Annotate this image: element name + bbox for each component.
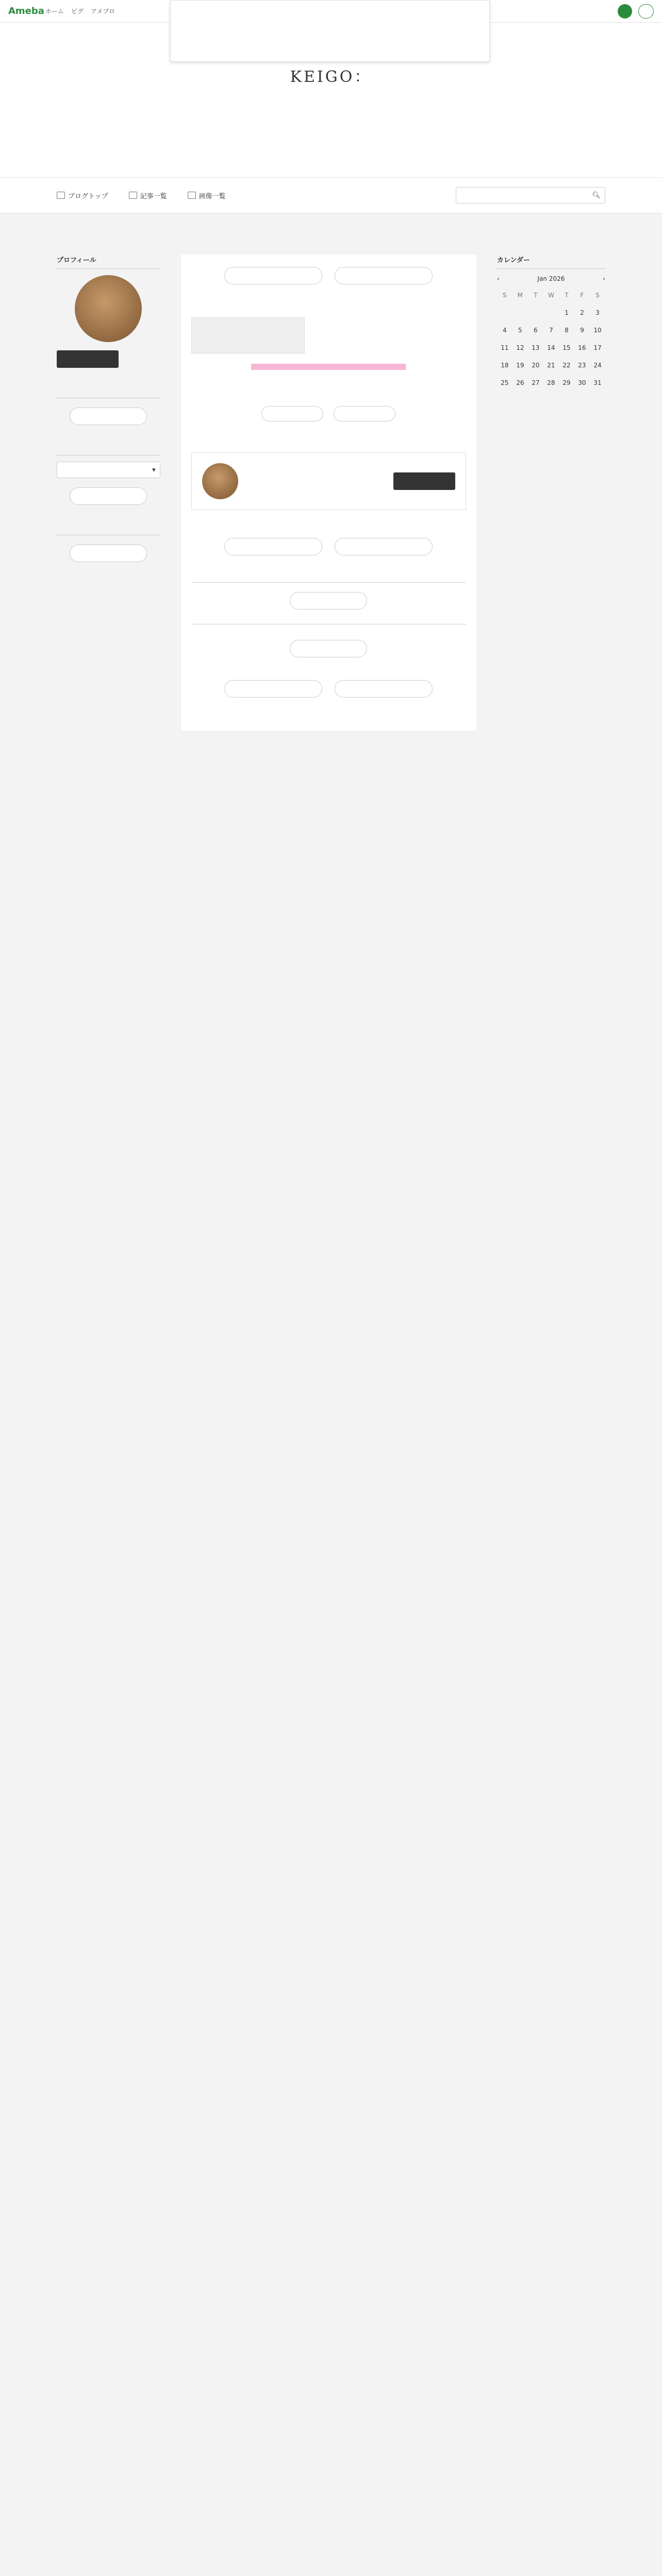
calendar-week xyxy=(497,357,605,374)
calendar-day xyxy=(543,304,559,321)
ranking-table xyxy=(251,364,406,370)
pager-top xyxy=(181,255,476,297)
blog-search xyxy=(456,187,605,204)
calendar-weekday: F xyxy=(580,292,584,299)
calendar-week xyxy=(497,304,605,321)
calendar-day[interactable]: 10 xyxy=(593,327,602,334)
latest-entries-box xyxy=(57,394,160,425)
calendar-day[interactable]: 1 xyxy=(565,309,569,316)
calendar-day[interactable]: 28 xyxy=(547,379,555,386)
sponsor-logo-image xyxy=(191,317,305,353)
like-button[interactable] xyxy=(261,406,323,421)
chevron-left-icon[interactable]: ‹ xyxy=(496,275,500,282)
calendar-weekday: M xyxy=(517,292,523,299)
calendar-day[interactable]: 16 xyxy=(578,344,586,351)
nav-blog-top[interactable] xyxy=(57,191,108,200)
calendar-weekday: W xyxy=(548,292,554,299)
calendar-day[interactable]: 20 xyxy=(532,362,540,369)
blog-search-input[interactable] xyxy=(460,192,592,199)
ranking-table-caption xyxy=(251,364,406,370)
calendar-day[interactable]: 14 xyxy=(547,344,555,351)
next-entry-button-3[interactable] xyxy=(335,680,433,698)
ameba-logo[interactable]: Ameba xyxy=(8,6,44,16)
calendar-header xyxy=(497,275,605,282)
global-nav-home[interactable]: ホーム xyxy=(45,8,64,15)
calendar-day[interactable]: 21 xyxy=(547,362,555,369)
calendar-day[interactable]: 6 xyxy=(534,327,538,334)
image-entries xyxy=(181,620,476,668)
calendar-day[interactable]: 13 xyxy=(532,344,540,351)
image-icon xyxy=(188,192,196,199)
image-entries-heading xyxy=(191,620,466,624)
pager-middle xyxy=(181,526,476,568)
related-more-button[interactable] xyxy=(290,592,367,609)
latest-entries-heading xyxy=(57,394,160,398)
calendar-weekday: T xyxy=(534,292,538,299)
share-buttons xyxy=(181,391,476,437)
calendar-weekday: S xyxy=(595,292,600,299)
right-sidebar xyxy=(497,255,605,731)
calendar-week xyxy=(497,321,605,339)
calendar-body xyxy=(497,304,605,392)
profile-box xyxy=(57,255,160,368)
calendar-day[interactable]: 9 xyxy=(580,327,584,334)
related-heading xyxy=(191,578,466,583)
calendar-weekdays xyxy=(497,286,605,304)
global-nav-ameblo[interactable]: アメブロ xyxy=(91,8,115,15)
calendar-day[interactable]: 11 xyxy=(501,344,509,351)
themes-heading xyxy=(57,451,160,455)
next-entry-button-2[interactable] xyxy=(335,538,433,555)
calendar-day[interactable]: 29 xyxy=(562,379,571,386)
global-nav xyxy=(45,7,115,15)
follow-button[interactable] xyxy=(57,350,119,368)
calendar-day[interactable]: 19 xyxy=(516,362,524,369)
left-sidebar xyxy=(57,255,160,731)
search-icon[interactable]: 🔍︎ xyxy=(592,191,601,199)
list-icon xyxy=(129,192,137,199)
calendar-day[interactable]: 27 xyxy=(532,379,540,386)
calendar-day[interactable]: 25 xyxy=(501,379,509,386)
calendar-day[interactable]: 31 xyxy=(593,379,602,386)
cookie-notice xyxy=(170,0,490,62)
nav-image-list-label: 画像一覧 xyxy=(198,192,226,200)
calendar-day[interactable]: 8 xyxy=(565,327,569,334)
calendar-day[interactable]: 30 xyxy=(578,379,586,386)
nav-entry-list-label: 記事一覧 xyxy=(140,192,167,200)
article xyxy=(181,317,476,370)
chevron-right-icon[interactable]: › xyxy=(603,275,605,282)
profile-heading: プロフィール xyxy=(57,255,160,269)
bookmarks-heading xyxy=(57,531,160,535)
main-layout xyxy=(0,213,662,731)
calendar-day[interactable]: 15 xyxy=(562,344,571,351)
calendar-day xyxy=(512,304,528,321)
prev-entry-button-3[interactable] xyxy=(224,680,322,698)
latest-entries-more-button[interactable] xyxy=(70,408,147,425)
calendar-month: Jan 2026 xyxy=(537,275,565,282)
blog-title[interactable]: KEIGO： xyxy=(290,68,372,86)
author-avatar[interactable] xyxy=(202,463,238,499)
calendar-day[interactable]: 22 xyxy=(562,362,571,369)
calendar-day xyxy=(497,304,512,321)
calendar-day[interactable]: 24 xyxy=(593,362,602,369)
blog-nav xyxy=(0,177,662,213)
next-entry-button[interactable] xyxy=(335,267,433,284)
author-follow-button[interactable] xyxy=(393,472,455,490)
chevron-down-icon: ▾ xyxy=(152,466,156,474)
calendar-day[interactable]: 26 xyxy=(516,379,524,386)
calendar-day[interactable]: 4 xyxy=(503,327,507,334)
image-entries-more-button[interactable] xyxy=(290,640,367,657)
calendar-day xyxy=(528,304,543,321)
calendar-day[interactable]: 2 xyxy=(580,309,584,316)
nav-entry-list[interactable] xyxy=(129,191,167,200)
home-icon xyxy=(57,192,65,199)
calendar-day[interactable]: 12 xyxy=(516,344,524,351)
signup-button[interactable] xyxy=(618,4,632,19)
theme-select[interactable] xyxy=(57,462,160,478)
calendar-day[interactable]: 23 xyxy=(578,362,586,369)
calendar-week xyxy=(497,374,605,392)
calendar-weekday: S xyxy=(503,292,507,299)
calendar-heading: カレンダー xyxy=(497,255,605,269)
pager-bottom xyxy=(181,668,476,710)
prev-entry-button[interactable] xyxy=(224,267,322,284)
bookmarks-box xyxy=(57,531,160,562)
nav-image-list[interactable] xyxy=(188,191,226,200)
calendar-grid xyxy=(497,286,605,392)
bookmarks-more-button[interactable] xyxy=(70,545,147,562)
themes-box xyxy=(57,451,160,505)
profile-avatar[interactable] xyxy=(75,275,142,342)
nav-blog-top-label: ブログトップ xyxy=(68,192,108,200)
calendar-weekday: T xyxy=(565,292,569,299)
calendar-day[interactable]: 3 xyxy=(595,309,600,316)
prev-entry-button-2[interactable] xyxy=(224,538,322,555)
login-button[interactable] xyxy=(638,4,654,19)
related-entries xyxy=(181,568,476,620)
calendar-day[interactable]: 18 xyxy=(501,362,509,369)
reblog-button[interactable] xyxy=(334,406,395,421)
calendar-day[interactable]: 17 xyxy=(593,344,602,351)
calendar-day[interactable]: 7 xyxy=(549,327,553,334)
calendar-week xyxy=(497,339,605,357)
themes-more-button[interactable] xyxy=(70,487,147,505)
article-column xyxy=(181,255,476,731)
calendar-day[interactable]: 5 xyxy=(518,327,522,334)
author-card xyxy=(191,452,466,510)
global-nav-pigg[interactable]: ピグ xyxy=(71,8,84,15)
